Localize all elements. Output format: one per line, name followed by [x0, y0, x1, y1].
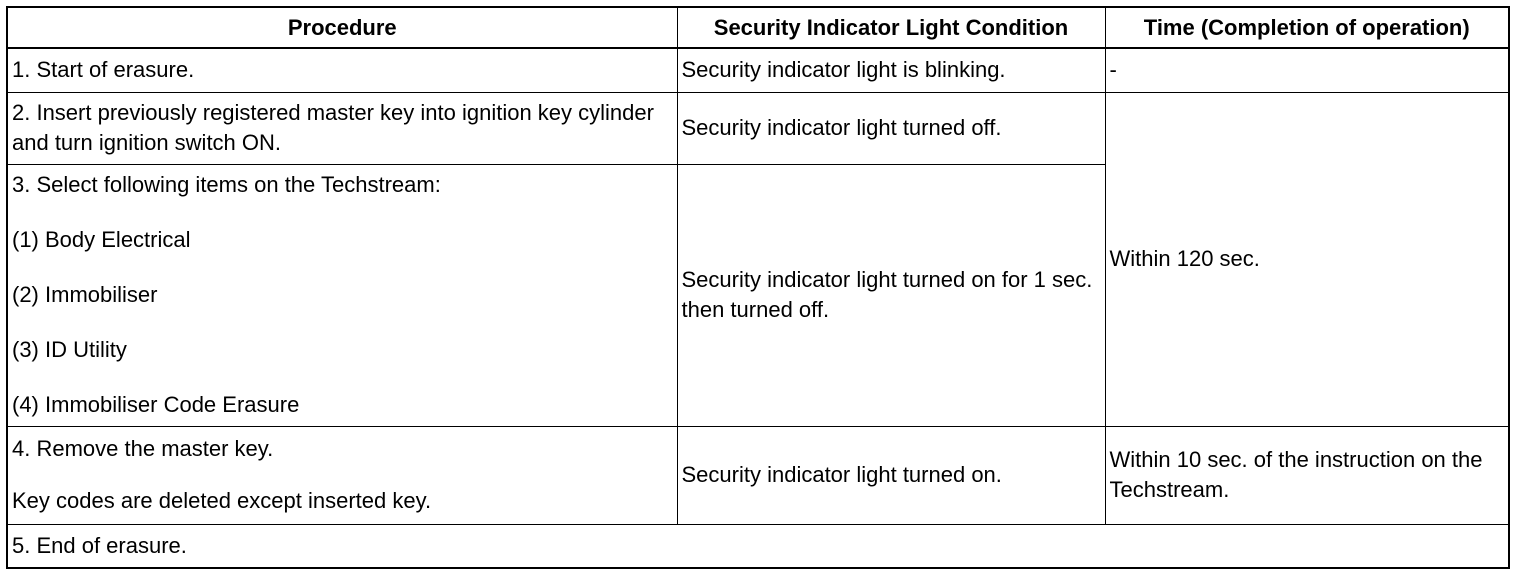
table-row [7, 48, 1509, 92]
header-procedure: Procedure [7, 7, 677, 48]
procedure-line: (4) Immobiliser Code Erasure [12, 392, 300, 417]
procedure-line: Key codes are deleted except inserted key. [12, 488, 432, 513]
table-header-row [7, 7, 1509, 48]
procedure-cell: 2. Insert previously registered master key into ignition key cylinder and turn ignition switch ON. [7, 92, 677, 164]
procedure-table [6, 6, 1510, 569]
time-cell: Within 10 sec. of the instruction on the Techstream. [1105, 426, 1509, 524]
procedure-line: (2) Immobiliser [12, 282, 158, 307]
procedure-line: 4. Remove the master key. [12, 436, 274, 461]
procedure-cell [7, 164, 677, 426]
procedure-line: (1) Body Electrical [12, 227, 191, 252]
condition-cell: Security indicator light turned on for 1 sec. then turned off. [677, 164, 1105, 426]
condition-cell: Security indicator light is blinking. [677, 48, 1105, 92]
condition-cell: Security indicator light turned off. [677, 92, 1105, 164]
procedure-line: (3) ID Utility [12, 337, 127, 362]
time-cell: Within 120 sec. [1105, 92, 1509, 426]
procedure-cell: 1. Start of erasure. [7, 48, 677, 92]
time-cell: - [1105, 48, 1509, 92]
procedure-line: 3. Select following items on the Techstream: [12, 172, 441, 197]
table-row [7, 426, 1509, 524]
table-row [7, 524, 1509, 568]
procedure-cell [7, 426, 677, 524]
procedure-cell: 5. End of erasure. [7, 524, 1509, 568]
table-row [7, 92, 1509, 164]
condition-cell: Security indicator light turned on. [677, 426, 1105, 524]
header-condition: Security Indicator Light Condition [677, 7, 1105, 48]
header-time: Time (Completion of operation) [1105, 7, 1509, 48]
